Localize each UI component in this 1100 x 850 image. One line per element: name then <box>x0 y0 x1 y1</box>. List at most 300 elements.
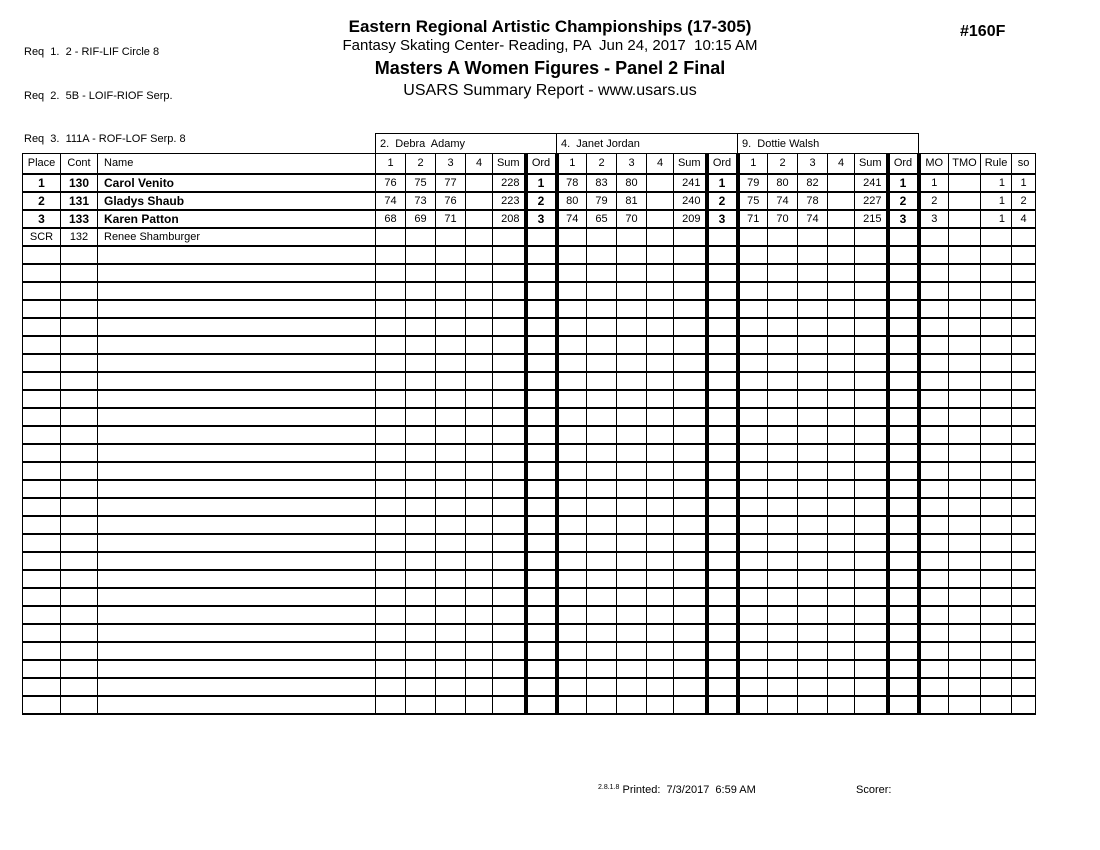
tmo-cell <box>949 174 981 192</box>
so-cell <box>1012 246 1036 264</box>
score-cell <box>738 264 768 282</box>
score-cell <box>798 444 828 462</box>
score-cell <box>557 228 587 246</box>
sum-cell <box>674 228 707 246</box>
so-cell <box>1012 642 1036 660</box>
ord-cell <box>707 570 738 588</box>
score-cell <box>587 498 617 516</box>
score-cell <box>436 444 466 462</box>
score-cell <box>376 642 406 660</box>
score-cell <box>587 228 617 246</box>
score-cell <box>466 642 493 660</box>
sum-cell <box>855 570 888 588</box>
score-cell <box>406 462 436 480</box>
judge-row-spacer <box>919 134 1036 154</box>
score-cell <box>768 228 798 246</box>
cont-cell <box>61 282 98 300</box>
score-cell: 80 <box>617 174 647 192</box>
score-cell: 73 <box>406 192 436 210</box>
score-cell <box>738 318 768 336</box>
place-cell <box>23 300 61 318</box>
sum-cell <box>674 372 707 390</box>
score-cell <box>647 264 674 282</box>
score-cell <box>647 408 674 426</box>
rule-cell <box>981 624 1012 642</box>
sum-cell <box>855 462 888 480</box>
ord-cell <box>707 282 738 300</box>
score-cell <box>587 516 617 534</box>
tmo-cell <box>949 444 981 462</box>
sum-cell <box>674 570 707 588</box>
sum-cell <box>855 696 888 714</box>
sum-cell: 227 <box>855 192 888 210</box>
score-cell <box>798 246 828 264</box>
score-cell: 76 <box>376 174 406 192</box>
score-cell <box>406 534 436 552</box>
so-cell <box>1012 426 1036 444</box>
score-cell: 74 <box>557 210 587 228</box>
score-cell <box>798 660 828 678</box>
name-cell <box>98 570 376 588</box>
score-cell <box>376 552 406 570</box>
score-cell <box>587 678 617 696</box>
ord-cell <box>707 462 738 480</box>
place-cell <box>23 372 61 390</box>
ord-cell <box>707 264 738 282</box>
cont-cell <box>61 678 98 696</box>
sum-cell <box>855 624 888 642</box>
score-cell <box>436 534 466 552</box>
score-cell <box>617 246 647 264</box>
mo-cell <box>919 408 949 426</box>
score-cell <box>557 570 587 588</box>
score-cell <box>376 426 406 444</box>
score-cell <box>587 246 617 264</box>
score-cell <box>406 678 436 696</box>
ord-cell <box>526 318 557 336</box>
score-cell <box>768 390 798 408</box>
header-judge-col: Sum <box>674 154 707 174</box>
score-cell <box>587 426 617 444</box>
ord-cell <box>526 444 557 462</box>
sum-cell <box>493 588 526 606</box>
score-cell <box>647 300 674 318</box>
tmo-cell <box>949 570 981 588</box>
score-cell <box>406 660 436 678</box>
sum-cell <box>493 336 526 354</box>
sum-cell <box>855 498 888 516</box>
score-cell <box>647 660 674 678</box>
tmo-cell <box>949 192 981 210</box>
score-cell <box>647 354 674 372</box>
score-cell <box>768 318 798 336</box>
sum-cell <box>493 390 526 408</box>
empty-row <box>23 462 1036 480</box>
mo-cell <box>919 282 949 300</box>
score-cell <box>376 282 406 300</box>
so-cell <box>1012 336 1036 354</box>
sum-cell <box>493 264 526 282</box>
name-cell <box>98 588 376 606</box>
header-judge-col: 3 <box>436 154 466 174</box>
score-cell <box>617 444 647 462</box>
empty-row <box>23 516 1036 534</box>
so-cell <box>1012 228 1036 246</box>
sum-cell <box>493 300 526 318</box>
sum-cell <box>855 246 888 264</box>
cont-cell <box>61 516 98 534</box>
sum-cell <box>674 426 707 444</box>
place-cell <box>23 444 61 462</box>
score-cell <box>738 372 768 390</box>
sum-cell <box>855 678 888 696</box>
score-cell <box>436 228 466 246</box>
tmo-cell <box>949 336 981 354</box>
ord-cell <box>888 300 919 318</box>
score-cell <box>798 336 828 354</box>
place-cell <box>23 624 61 642</box>
score-cell <box>406 372 436 390</box>
name-cell: Renee Shamburger <box>98 228 376 246</box>
ord-cell <box>526 552 557 570</box>
score-cell <box>587 570 617 588</box>
score-cell <box>587 480 617 498</box>
score-cell <box>647 624 674 642</box>
score-cell <box>647 696 674 714</box>
empty-row <box>23 570 1036 588</box>
ord-cell <box>526 300 557 318</box>
score-cell <box>768 588 798 606</box>
score-cell <box>738 426 768 444</box>
ord-cell <box>707 228 738 246</box>
sum-cell <box>674 588 707 606</box>
rule-cell <box>981 318 1012 336</box>
tmo-cell <box>949 498 981 516</box>
score-cell <box>798 570 828 588</box>
score-cell <box>436 498 466 516</box>
score-cell <box>798 462 828 480</box>
score-cell <box>738 408 768 426</box>
score-cell <box>617 480 647 498</box>
cont-cell <box>61 426 98 444</box>
so-cell <box>1012 570 1036 588</box>
score-cell <box>647 570 674 588</box>
mo-cell <box>919 534 949 552</box>
score-cell: 71 <box>738 210 768 228</box>
empty-row <box>23 696 1036 714</box>
ord-cell <box>707 408 738 426</box>
sum-cell <box>674 354 707 372</box>
score-cell <box>738 228 768 246</box>
sum-cell <box>674 300 707 318</box>
place-cell <box>23 516 61 534</box>
empty-row <box>23 336 1036 354</box>
score-cell <box>828 462 855 480</box>
score-cell <box>466 498 493 516</box>
score-cell <box>406 264 436 282</box>
ord-cell <box>888 588 919 606</box>
so-cell <box>1012 516 1036 534</box>
score-cell <box>436 300 466 318</box>
score-cell <box>828 570 855 588</box>
score-cell <box>798 588 828 606</box>
sum-cell: 215 <box>855 210 888 228</box>
score-cell <box>466 444 493 462</box>
sum-cell <box>855 372 888 390</box>
score-cell <box>798 354 828 372</box>
score-cell: 70 <box>768 210 798 228</box>
score-cell <box>617 696 647 714</box>
header-judge-col: Ord <box>707 154 738 174</box>
sum-cell <box>674 606 707 624</box>
score-cell <box>617 624 647 642</box>
ord-cell <box>526 354 557 372</box>
ord-cell: 2 <box>888 192 919 210</box>
score-cell <box>828 552 855 570</box>
score-cell <box>738 552 768 570</box>
ord-cell <box>526 480 557 498</box>
score-cell <box>466 516 493 534</box>
ord-cell <box>526 372 557 390</box>
tmo-cell <box>949 264 981 282</box>
score-cell <box>617 642 647 660</box>
sum-cell <box>493 318 526 336</box>
results-table-wrap <box>22 133 1036 715</box>
score-cell <box>436 642 466 660</box>
score-cell <box>466 678 493 696</box>
mo-cell <box>919 426 949 444</box>
ord-cell <box>526 588 557 606</box>
name-cell: Gladys Shaub <box>98 192 376 210</box>
score-cell <box>647 372 674 390</box>
score-cell <box>798 390 828 408</box>
cont-cell <box>61 264 98 282</box>
rule-cell <box>981 678 1012 696</box>
venue-date-line: Fantasy Skating Center- Reading, PA Jun 24, 2017 10:15 AM <box>342 37 758 54</box>
ord-cell <box>888 228 919 246</box>
mo-cell <box>919 552 949 570</box>
score-cell <box>557 354 587 372</box>
ord-cell <box>526 678 557 696</box>
empty-row <box>23 264 1036 282</box>
score-cell <box>647 462 674 480</box>
tmo-cell <box>949 408 981 426</box>
ord-cell <box>707 318 738 336</box>
score-cell: 68 <box>376 210 406 228</box>
place-cell <box>23 480 61 498</box>
judge-header-row <box>23 134 1036 154</box>
score-cell <box>617 300 647 318</box>
header-so: so <box>1012 154 1036 174</box>
tmo-cell <box>949 372 981 390</box>
sum-cell <box>855 480 888 498</box>
name-cell <box>98 390 376 408</box>
score-cell <box>376 462 406 480</box>
name-cell <box>98 444 376 462</box>
score-cell <box>647 336 674 354</box>
rule-cell <box>981 390 1012 408</box>
place-cell <box>23 588 61 606</box>
score-cell <box>376 336 406 354</box>
requirement-line: Req 1. 2 - RIF-LIF Circle 8 <box>24 46 160 58</box>
score-cell <box>768 534 798 552</box>
score-cell <box>376 678 406 696</box>
ord-cell <box>526 336 557 354</box>
sum-cell <box>855 228 888 246</box>
score-cell <box>828 678 855 696</box>
rule-cell <box>981 336 1012 354</box>
score-cell <box>587 300 617 318</box>
score-cell <box>466 282 493 300</box>
name-cell <box>98 462 376 480</box>
score-cell: 74 <box>376 192 406 210</box>
ord-cell <box>888 678 919 696</box>
ord-cell: 1 <box>707 174 738 192</box>
score-cell <box>406 606 436 624</box>
score-cell <box>828 318 855 336</box>
empty-row <box>23 480 1036 498</box>
score-cell <box>406 228 436 246</box>
judge-name-cell: 4. Janet Jordan <box>557 134 738 154</box>
sum-cell <box>493 462 526 480</box>
cont-cell <box>61 300 98 318</box>
empty-row <box>23 606 1036 624</box>
score-cell <box>466 462 493 480</box>
ord-cell <box>707 480 738 498</box>
score-cell <box>617 264 647 282</box>
ord-cell: 3 <box>888 210 919 228</box>
score-cell <box>647 192 674 210</box>
score-cell <box>587 642 617 660</box>
cont-cell <box>61 606 98 624</box>
score-cell <box>828 282 855 300</box>
cont-cell <box>61 642 98 660</box>
score-cell <box>828 588 855 606</box>
score-cell <box>587 390 617 408</box>
ord-cell <box>707 498 738 516</box>
score-cell <box>828 498 855 516</box>
rule-cell <box>981 246 1012 264</box>
score-cell <box>376 498 406 516</box>
judge-name-cell: 2. Debra Adamy <box>376 134 557 154</box>
score-cell <box>828 174 855 192</box>
score-cell <box>557 444 587 462</box>
ord-cell <box>526 462 557 480</box>
score-cell <box>617 282 647 300</box>
score-cell <box>647 480 674 498</box>
score-cell <box>376 318 406 336</box>
score-cell <box>738 462 768 480</box>
so-cell <box>1012 696 1036 714</box>
ord-cell <box>707 444 738 462</box>
rule-cell <box>981 426 1012 444</box>
header-judge-col: 1 <box>557 154 587 174</box>
ord-cell <box>526 228 557 246</box>
rule-cell <box>981 300 1012 318</box>
score-cell <box>768 696 798 714</box>
sum-cell <box>674 336 707 354</box>
cont-cell <box>61 336 98 354</box>
so-cell <box>1012 624 1036 642</box>
ord-cell <box>526 426 557 444</box>
score-cell <box>406 570 436 588</box>
ord-cell <box>707 534 738 552</box>
sum-cell <box>674 498 707 516</box>
rule-cell <box>981 588 1012 606</box>
ord-cell <box>526 390 557 408</box>
place-cell <box>23 696 61 714</box>
score-cell <box>738 534 768 552</box>
ord-cell <box>707 300 738 318</box>
ord-cell <box>888 444 919 462</box>
ord-cell <box>707 606 738 624</box>
place-cell <box>23 264 61 282</box>
score-cell <box>436 480 466 498</box>
so-cell <box>1012 282 1036 300</box>
so-cell <box>1012 462 1036 480</box>
empty-row <box>23 498 1036 516</box>
score-cell <box>406 318 436 336</box>
mo-cell <box>919 462 949 480</box>
score-cell <box>376 606 406 624</box>
score-cell <box>587 282 617 300</box>
sum-cell <box>855 282 888 300</box>
score-cell <box>466 192 493 210</box>
score-cell <box>768 678 798 696</box>
score-cell <box>768 426 798 444</box>
header-judge-col: 3 <box>617 154 647 174</box>
score-cell <box>436 354 466 372</box>
ord-cell <box>526 624 557 642</box>
mo-cell <box>919 354 949 372</box>
score-cell <box>466 354 493 372</box>
empty-row <box>23 678 1036 696</box>
score-cell <box>768 660 798 678</box>
requirement-line: Req 2. 5B - LOIF-RIOF Serp. <box>24 89 173 102</box>
score-cell <box>466 480 493 498</box>
tmo-cell <box>949 390 981 408</box>
tmo-cell <box>949 282 981 300</box>
mo-cell <box>919 660 949 678</box>
score-cell <box>768 264 798 282</box>
name-cell <box>98 480 376 498</box>
score-cell <box>647 642 674 660</box>
score-cell <box>798 372 828 390</box>
so-cell <box>1012 354 1036 372</box>
so-cell <box>1012 588 1036 606</box>
score-cell <box>798 498 828 516</box>
place-cell <box>23 318 61 336</box>
requirement-line: Req 3. 111A - ROF-LOF Serp. 8 <box>24 133 186 145</box>
tmo-cell <box>949 480 981 498</box>
name-cell <box>98 534 376 552</box>
sum-cell: 209 <box>674 210 707 228</box>
score-cell <box>587 624 617 642</box>
tmo-cell <box>949 210 981 228</box>
score-cell <box>738 390 768 408</box>
score-cell <box>466 300 493 318</box>
score-cell <box>466 552 493 570</box>
ord-cell <box>888 516 919 534</box>
mo-cell: 2 <box>919 192 949 210</box>
ord-cell <box>888 354 919 372</box>
header-judge-col: 3 <box>798 154 828 174</box>
score-cell <box>647 210 674 228</box>
score-cell <box>557 678 587 696</box>
score-cell <box>647 534 674 552</box>
score-cell <box>798 534 828 552</box>
tmo-cell <box>949 300 981 318</box>
